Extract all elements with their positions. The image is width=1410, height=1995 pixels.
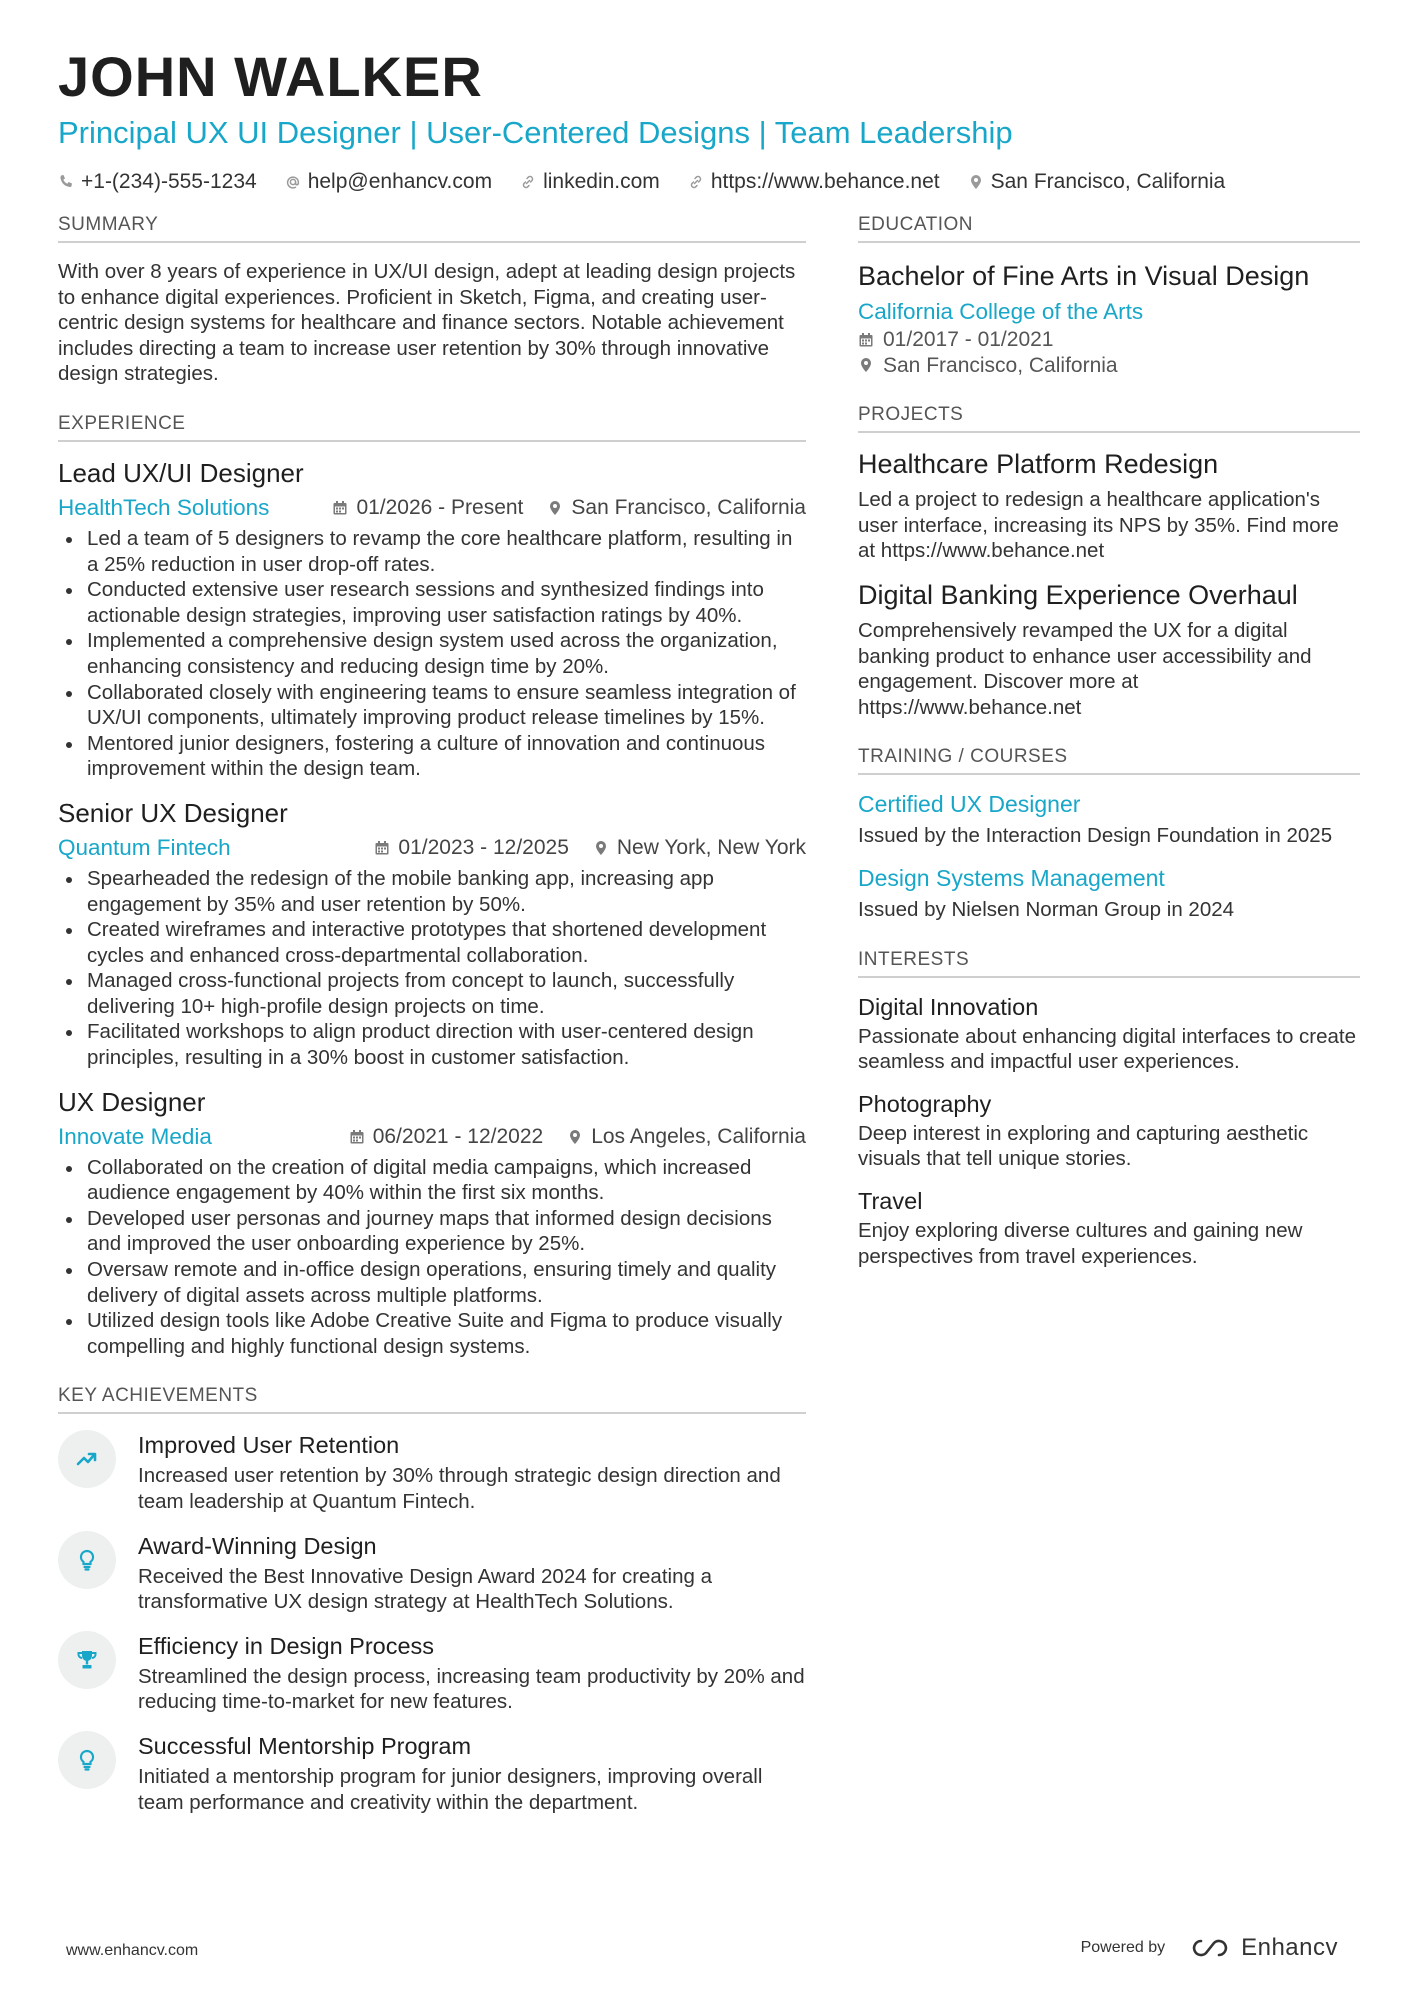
- summary-section: [58, 212, 806, 387]
- location-pin-icon: [593, 840, 609, 856]
- candidate-name: JOHN WALKER: [58, 45, 483, 108]
- link-icon: [520, 174, 536, 190]
- achievement-item: [58, 1631, 806, 1715]
- at-icon: [285, 174, 301, 190]
- achievement-item: [58, 1430, 806, 1514]
- location-pin-icon: [858, 357, 874, 373]
- company-name: Quantum Fintech: [58, 834, 231, 860]
- contact-behance[interactable]: [688, 168, 940, 196]
- education-degree: Bachelor of Fine Arts in Visual Design: [858, 261, 1310, 291]
- project-title: Healthcare Platform Redesign: [858, 449, 1219, 480]
- contact-phone[interactable]: [58, 168, 257, 196]
- achievement-title: Successful Mentorship Program: [138, 1732, 472, 1759]
- achievement-icon-wrap: [58, 1731, 116, 1789]
- interest-desc: Deep interest in exploring and capturing aesthetic visuals that tell unique stories.: [858, 1121, 1309, 1171]
- achievement-desc: Increased user retention by 30% through strategic design direction and team leadership at Quantum Fintech.: [138, 1464, 781, 1513]
- brand-name: Enhancv: [1241, 1934, 1338, 1961]
- course-desc: Issued by Nielsen Norman Group in 2024: [858, 897, 1235, 921]
- lightbulb-icon: [75, 1548, 99, 1572]
- contact-location-text: San Francisco, California: [990, 170, 1226, 193]
- job-entry: [58, 1085, 806, 1360]
- bullet-item: Oversaw remote and in-office design operations, ensuring timely and quality delivery of digital assets across multiple platforms.: [58, 1257, 806, 1308]
- interest-title: Photography: [858, 1090, 992, 1117]
- job-dates: [374, 834, 568, 862]
- education-section: [858, 212, 1360, 378]
- footer-website[interactable]: www.enhancv.com: [66, 1942, 199, 1959]
- candidate-headline: Principal UX UI Designer | User-Centered Designs | Team Leadership: [58, 115, 1013, 150]
- footer-powered-by: [1081, 1934, 1338, 1962]
- location-pin-icon: [547, 500, 563, 516]
- contact-phone-text: +1-(234)-555-1234: [81, 170, 257, 193]
- achievement-title: Improved User Retention: [138, 1432, 400, 1459]
- project-desc: Comprehensively revamped the UX for a digital banking product to enhance user accessibility and engagement. Discover more at https://www.behance.net: [858, 618, 1312, 719]
- education-dates-text: 01/2017 - 01/2021: [883, 328, 1054, 351]
- interests-section: [858, 947, 1360, 1270]
- achievement-desc: Streamlined the design process, increasing team productivity by 20% and reducing time-to-market for new features.: [138, 1664, 805, 1714]
- bullet-item: Managed cross-functional projects from concept to launch, successfully delivering 10+ high-profile design projects on time.: [58, 968, 806, 1019]
- bullet-item: Utilized design tools like Adobe Creative Suite and Figma to produce visually compelling and highly functional design systems.: [58, 1308, 806, 1359]
- enhancv-logo-icon: [1187, 1936, 1233, 1960]
- phone-icon: [58, 174, 74, 190]
- link-icon: [688, 174, 704, 190]
- trophy-icon: [75, 1648, 99, 1672]
- location-pin-icon: [567, 1129, 583, 1145]
- section-title: SUMMARY: [58, 212, 806, 243]
- bullet-item: Spearheaded the redesign of the mobile banking app, increasing app engagement by 35% and user retention by 50%.: [58, 866, 806, 917]
- achievement-item: [58, 1731, 806, 1815]
- project-desc: Led a project to redesign a healthcare application's user interface, increasing its NPS by 35%. Find more at https://www.behance.net: [858, 488, 1339, 563]
- job-dates-text: 06/2021 - 12/2022: [372, 1124, 544, 1148]
- achievement-icon-wrap: [58, 1531, 116, 1589]
- achievement-desc: Initiated a mentorship program for junior designers, improving overall team performance and creativity within the department.: [138, 1764, 763, 1814]
- job-dates: [349, 1123, 543, 1151]
- projects-section: [858, 402, 1360, 720]
- job-bullets: [58, 526, 806, 782]
- job-location-text: Los Angeles, California: [591, 1124, 806, 1148]
- bullet-item: Facilitated workshops to align product direction with user-centered design principles, resulting in a 30% boost in customer satisfaction.: [58, 1019, 806, 1070]
- contact-email[interactable]: [285, 168, 492, 196]
- left-column: [58, 212, 806, 1839]
- job-title: Lead UX/UI Designer: [58, 457, 304, 488]
- job-dates: [332, 494, 523, 522]
- section-title: PROJECTS: [858, 402, 1360, 433]
- section-title: KEY ACHIEVEMENTS: [58, 1383, 806, 1414]
- job-dates-text: 01/2023 - 12/2025: [398, 835, 569, 859]
- achievement-title: Award-Winning Design: [138, 1532, 377, 1559]
- training-section: [858, 744, 1360, 922]
- contact-linkedin[interactable]: [520, 168, 660, 196]
- education-school: California College of the Arts: [858, 299, 1144, 324]
- interest-title: Travel: [858, 1187, 923, 1214]
- education-dates: [858, 327, 1360, 353]
- job-meta: [58, 1123, 806, 1151]
- job-dates-text: 01/2026 - Present: [356, 495, 524, 519]
- bullet-item: Developed user personas and journey maps that informed design decisions and improved the user onboarding experience by 25%.: [58, 1206, 806, 1257]
- section-title: TRAINING / COURSES: [858, 744, 1360, 775]
- contact-behance-text: https://www.behance.net: [710, 170, 940, 193]
- course-desc: Issued by the Interaction Design Foundation in 2025: [858, 824, 1333, 848]
- lightbulb-icon: [75, 1748, 99, 1772]
- section-title: EXPERIENCE: [58, 411, 806, 442]
- company-name: HealthTech Solutions: [58, 494, 270, 520]
- achievement-desc: Received the Best Innovative Design Award 2024 for creating a transformative UX design strategy at HealthTech Solutions.: [138, 1564, 712, 1614]
- calendar-icon: [332, 500, 348, 516]
- bullet-item: Implemented a comprehensive design system used across the organization, enhancing consistency and reducing design time by 20%.: [58, 628, 806, 679]
- education-location: [858, 353, 1360, 379]
- achievement-icon-wrap: [58, 1631, 116, 1689]
- bullet-item: Created wireframes and interactive prototypes that shortened development cycles and enhanced cross-departmental collaboration.: [58, 917, 806, 968]
- company-name: Innovate Media: [58, 1123, 212, 1149]
- job-meta: [58, 494, 806, 522]
- calendar-icon: [374, 840, 390, 856]
- summary-text: With over 8 years of experience in UX/UI design, adept at leading design projects to enhance digital experiences. Proficient in Sketch, Figma, and creating user-centric design systems for healthcare and finance sectors. Notable achievement includes directing a team to increase user retention by 30% through innovative design strategies.: [58, 260, 796, 386]
- achievements-section: [58, 1383, 806, 1815]
- right-column: [858, 212, 1360, 1293]
- job-location: [567, 1123, 806, 1151]
- section-title: INTERESTS: [858, 947, 1360, 978]
- bullet-item: Collaborated on the creation of digital media campaigns, which increased audience engagement by 40% within the first six months.: [58, 1155, 806, 1206]
- growth-arrow-icon: [75, 1447, 99, 1471]
- job-title: Senior UX Designer: [58, 797, 288, 828]
- job-bullets: [58, 866, 806, 1071]
- brand-logo[interactable]: [1187, 1934, 1338, 1962]
- location-pin-icon: [968, 174, 984, 190]
- project-title: Digital Banking Experience Overhaul: [858, 579, 1298, 610]
- bullet-item: Conducted extensive user research sessions and synthesized findings into actionable design strategies, improving user satisfaction ratings by 40%.: [58, 577, 806, 628]
- achievement-title: Efficiency in Design Process: [138, 1632, 435, 1659]
- achievement-item: [58, 1531, 806, 1615]
- contact-email-text: help@enhancv.com: [307, 170, 493, 193]
- contact-linkedin-text: linkedin.com: [543, 170, 660, 193]
- interest-title: Digital Innovation: [858, 993, 1039, 1020]
- contact-bar: [58, 168, 1358, 196]
- calendar-icon: [349, 1129, 365, 1145]
- job-location-text: New York, New York: [616, 835, 806, 859]
- powered-by-label: Powered by: [1080, 1939, 1166, 1956]
- achievement-icon-wrap: [58, 1430, 116, 1488]
- resume-header: [58, 44, 1358, 196]
- experience-section: [58, 411, 806, 1359]
- job-title: UX Designer: [58, 1086, 206, 1117]
- job-entry: [58, 456, 806, 782]
- bullet-item: Collaborated closely with engineering teams to ensure seamless integration of UX/UI components, ultimately improving product release timelines by 15%.: [58, 680, 806, 731]
- contact-location: [968, 168, 1226, 196]
- job-entry: [58, 796, 806, 1071]
- job-bullets: [58, 1155, 806, 1360]
- interest-desc: Enjoy exploring diverse cultures and gaining new perspectives from travel experiences.: [858, 1218, 1303, 1268]
- calendar-icon: [858, 332, 874, 348]
- bullet-item: Mentored junior designers, fostering a culture of innovation and continuous improvement within the design team.: [58, 731, 806, 782]
- bullet-item: Led a team of 5 designers to revamp the core healthcare platform, resulting in a 25% reduction in user drop-off rates.: [58, 526, 806, 577]
- job-location: [593, 834, 806, 862]
- job-meta: [58, 834, 806, 862]
- job-location: [547, 494, 806, 522]
- course-title: Design Systems Management: [858, 864, 1165, 891]
- course-title: Certified UX Designer: [858, 791, 1081, 818]
- interest-desc: Passionate about enhancing digital interfaces to create seamless and impactful user experiences.: [858, 1024, 1357, 1074]
- job-location-text: San Francisco, California: [571, 495, 806, 519]
- education-location-text: San Francisco, California: [883, 353, 1118, 377]
- section-title: EDUCATION: [858, 212, 1360, 243]
